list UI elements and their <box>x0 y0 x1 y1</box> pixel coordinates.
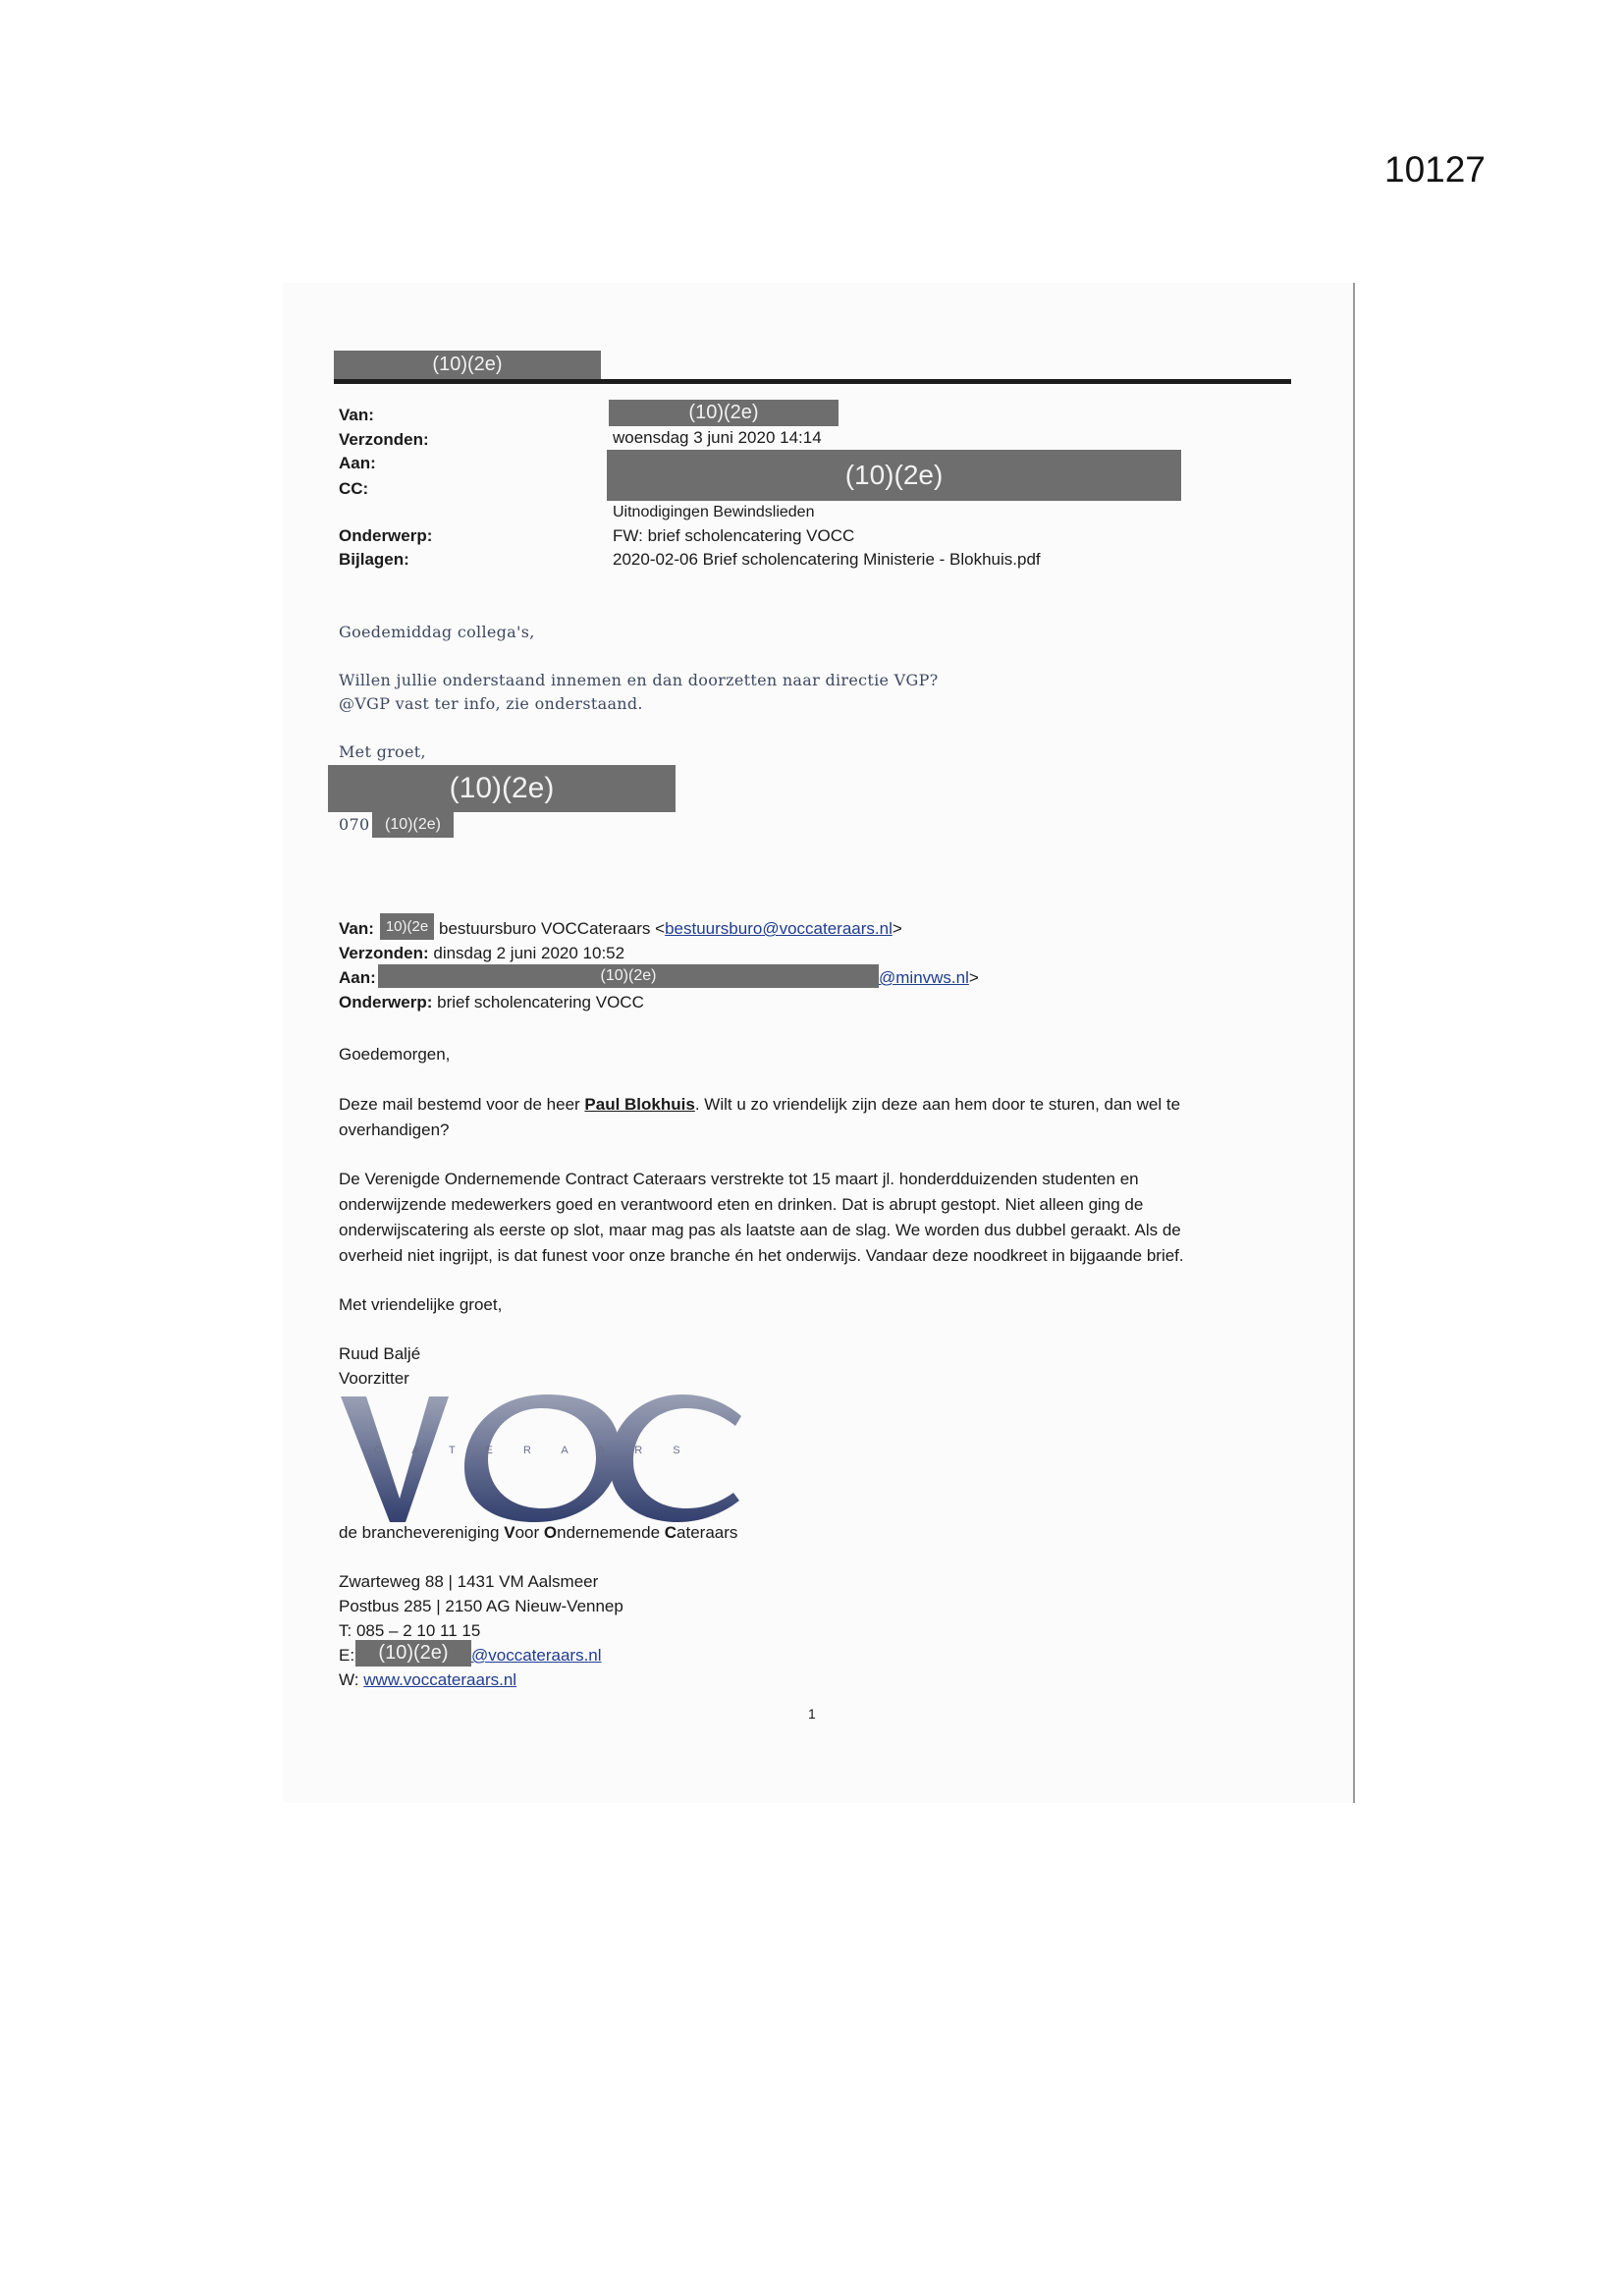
logo-letter-v <box>341 1396 449 1522</box>
redaction-phone: (10)(2e) <box>372 811 454 838</box>
forward-sent-label: Verzonden: <box>339 430 429 449</box>
tagline-c: C <box>664 1523 677 1542</box>
org-web-prefix: W: <box>339 1670 364 1689</box>
org-address-1: Zwarteweg 88 | 1431 VM Aalsmeer <box>339 1572 599 1591</box>
tagline-o: O <box>543 1523 558 1542</box>
original-from-close: > <box>892 919 902 938</box>
tagline-voor: oor <box>514 1523 544 1542</box>
original-subject <box>339 992 644 1013</box>
org-web-link[interactable]: www.voccateraars.nl <box>363 1670 517 1689</box>
forward-cc-label: CC: <box>339 479 369 498</box>
page-number: 1 <box>808 1706 816 1722</box>
header-rule <box>334 379 1291 384</box>
original-to-label: Aan: <box>339 968 376 987</box>
original-to-email-link[interactable]: @minvws.nl <box>879 968 969 987</box>
redaction-forward-to: (10)(2e) <box>607 450 1181 501</box>
redaction-original-to: (10)(2e) <box>378 964 879 988</box>
letter-paragraph-2-line-1: De Verenigde Ondernemende Contract Cateraars verstrekte tot 15 maart jl. honderdduizenden studenten en <box>339 1170 1139 1188</box>
forward-sent-value: woensdag 3 juni 2020 14:14 <box>613 428 822 447</box>
forward-greeting: Goedemiddag collega's, <box>339 623 535 641</box>
tagline-cateraars: ateraars <box>677 1523 738 1542</box>
logo-subtitle: C A T E R A A R S <box>374 1445 694 1456</box>
letter-paragraph-2-line-3: onderwijscatering als eerste op slot, maar mag pas als laatste aan de slag. We worden dus dubbel geraakt. Als de <box>339 1221 1181 1239</box>
org-phone: T: 085 – 2 10 11 15 <box>339 1621 481 1640</box>
original-to-close: > <box>968 968 979 987</box>
forward-line-2: @VGP vast ter info, zie onderstaand. <box>339 694 643 713</box>
redaction-header: (10)(2e) <box>334 351 601 379</box>
forward-attachments-value: 2020-02-06 Brief scholencatering Ministerie - Blokhuis.pdf <box>613 550 1041 569</box>
p1-text-b: . Wilt u zo vriendelijk zijn deze aan hem door te sturen, dan wel te <box>694 1095 1181 1114</box>
signer-title: Voorzitter <box>339 1369 409 1388</box>
forward-phone-prefix: 070 <box>339 815 370 834</box>
org-tagline <box>339 1520 737 1546</box>
forward-from-label: Van: <box>339 406 374 424</box>
original-from-value <box>439 918 902 940</box>
forward-line-1: Willen jullie onderstaand innemen en dan doorzetten naar directie VGP? <box>339 671 939 689</box>
logo-letter-o <box>464 1394 620 1522</box>
original-sent <box>339 943 624 964</box>
letter-paragraph-1-line-1 <box>339 1092 1180 1118</box>
original-subject-value: brief scholencatering VOCC <box>437 993 644 1011</box>
letter-paragraph-2-line-4: overheid niet ingrijpt, is dat funest voor onze branche én het onderwijs. Vandaar deze noodkreet in bijgaande brief. <box>339 1246 1184 1265</box>
org-email-prefix: E: <box>339 1646 355 1665</box>
original-from-name: bestuursburo VOCCateraars < <box>439 919 666 938</box>
original-sent-label: Verzonden: <box>339 944 429 962</box>
letter-greeting: Goedemorgen, <box>339 1045 451 1064</box>
original-from-label: Van: <box>339 919 374 938</box>
p1-recipient-name: Paul Blokhuis <box>584 1095 695 1114</box>
scan-edge <box>1353 283 1355 1803</box>
org-email-link[interactable]: @voccateraars.nl <box>471 1646 602 1665</box>
original-subject-label: Onderwerp: <box>339 993 433 1011</box>
forward-attachments-label: Bijlagen: <box>339 550 409 569</box>
redaction-forward-from: (10)(2e) <box>609 400 839 426</box>
p1-text-a: Deze mail bestemd voor de heer <box>339 1095 585 1114</box>
org-web <box>339 1667 516 1693</box>
redaction-signature: (10)(2e) <box>328 765 676 812</box>
tagline-v: V <box>504 1523 515 1542</box>
forward-cc-value: Uitnodigingen Bewindslieden <box>613 504 815 520</box>
letter-paragraph-2-line-2: onderwijzende medewerkers goed en verantwoord eten en drinken. Dat is abrupt gestopt. Niet alleen ging de <box>339 1195 1144 1214</box>
document-number: 10127 <box>1384 149 1486 190</box>
forward-subject-value: FW: brief scholencatering VOCC <box>613 526 855 545</box>
original-from-email-link[interactable]: bestuursburo@voccateraars.nl <box>665 919 893 938</box>
letter-closing: Met vriendelijke groet, <box>339 1295 503 1314</box>
redaction-original-from: 10)(2e <box>380 913 434 940</box>
letter-paragraph-1-line-2: overhandigen? <box>339 1121 450 1139</box>
forward-subject-label: Onderwerp: <box>339 526 433 545</box>
tagline-text-a: de branchevereniging <box>339 1523 505 1542</box>
voc-logo <box>339 1383 751 1530</box>
redaction-org-email: (10)(2e) <box>355 1640 471 1667</box>
tagline-ondernemende: ndernemende <box>557 1523 665 1542</box>
org-address-2: Postbus 285 | 2150 AG Nieuw-Vennep <box>339 1597 623 1615</box>
forward-to-label: Aan: <box>339 454 376 472</box>
original-sent-value: dinsdag 2 juni 2020 10:52 <box>433 944 625 962</box>
forward-closing: Met groet, <box>339 742 426 761</box>
original-to-domain <box>879 967 979 989</box>
logo-letter-c <box>610 1394 741 1522</box>
signer-name: Ruud Baljé <box>339 1344 421 1363</box>
